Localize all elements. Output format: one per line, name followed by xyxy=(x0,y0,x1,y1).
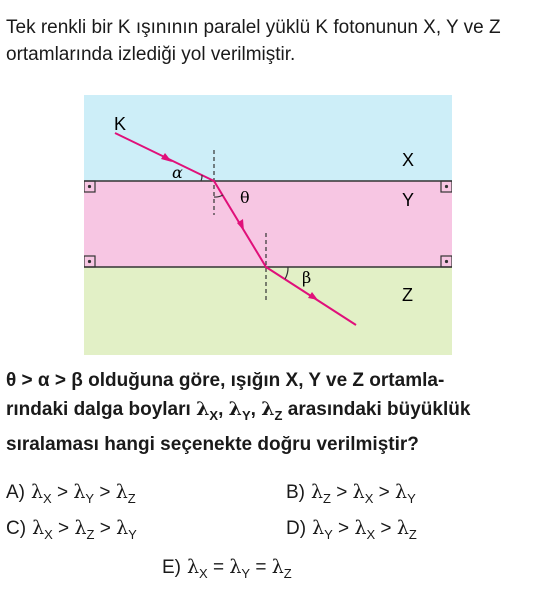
medium-z xyxy=(84,267,452,355)
question-text xyxy=(6,366,534,459)
lambda-symbol: λ xyxy=(115,481,128,503)
question-line-2-end: arasındaki büyüklük xyxy=(282,399,471,420)
comparison-operator: = xyxy=(250,557,272,578)
comparison-operator: > xyxy=(51,482,74,503)
lambda-symbol: λ xyxy=(116,517,129,539)
lambda-symbol: λ xyxy=(354,517,367,539)
lambda-symbol: λ xyxy=(32,517,45,539)
option-c[interactable] xyxy=(6,517,137,542)
question-line-1: θ > α > β olduğuna göre, ışığın X, Y ve Z ortamla- xyxy=(6,370,445,391)
comparison-operator: > xyxy=(52,518,75,539)
lambda-subscript: Y xyxy=(241,566,251,581)
lambda-symbol: λ xyxy=(73,481,86,503)
angle-label-alpha: α xyxy=(172,163,183,182)
lambda-separator: , xyxy=(250,399,262,420)
lambda-subscript: Y xyxy=(241,408,251,423)
lambda-symbol: λ xyxy=(312,517,325,539)
lambda-symbol: λ xyxy=(196,398,210,420)
question-line-3: sıralaması hangi seçenekte doğru verilmiştir? xyxy=(6,434,419,455)
lambda-symbol: λ xyxy=(31,481,44,503)
lambda-subscript: Z xyxy=(274,408,283,423)
lambda-subscript: Y xyxy=(128,527,137,542)
comparison-operator: > xyxy=(373,482,396,503)
option-label: E) xyxy=(162,557,181,578)
medium-label-x: X xyxy=(402,150,415,170)
option-b[interactable] xyxy=(286,481,416,506)
lambda-symbol: λ xyxy=(395,481,408,503)
lambda-symbol: λ xyxy=(311,481,324,503)
lambda-subscript: Y xyxy=(324,527,333,542)
medium-x xyxy=(84,95,452,181)
lambda-symbol: λ xyxy=(352,481,365,503)
lambda-subscript: Y xyxy=(85,491,95,506)
lambda-subscript: X xyxy=(199,566,208,581)
lambda-symbol: λ xyxy=(187,556,200,578)
comparison-operator: > xyxy=(94,518,117,539)
lambda-subscript: X xyxy=(364,491,374,506)
question-line-2 xyxy=(6,395,534,430)
medium-label-y: Y xyxy=(402,190,415,210)
angle-label-theta: θ xyxy=(240,188,250,207)
angle-label-beta: β xyxy=(302,268,312,287)
lambda-subscript: X xyxy=(209,408,219,423)
lambda-subscript: Z xyxy=(323,491,331,506)
comparison-operator: > xyxy=(332,518,355,539)
lambda-subscript: Z xyxy=(127,491,136,506)
medium-label-z: Z xyxy=(402,285,413,305)
lambda-symbol: λ xyxy=(261,398,275,420)
option-label: D) xyxy=(286,518,307,539)
lambda-symbol: λ xyxy=(396,517,409,539)
comparison-operator: > xyxy=(375,518,397,539)
option-label: A) xyxy=(6,482,25,503)
option-a[interactable] xyxy=(6,481,136,506)
option-e[interactable] xyxy=(162,556,292,581)
lambda-subscript: Z xyxy=(408,527,417,542)
option-d[interactable] xyxy=(286,517,417,542)
comparison-operator: > xyxy=(94,482,116,503)
question-lambdas xyxy=(196,398,283,423)
lambda-symbol: λ xyxy=(74,517,87,539)
comparison-operator: = xyxy=(207,557,230,578)
option-label: B) xyxy=(286,482,305,503)
lambda-subscript: Z xyxy=(283,566,292,581)
lambda-subscript: Y xyxy=(407,491,416,506)
medium-y xyxy=(84,181,452,267)
lambda-symbol: λ xyxy=(271,556,284,578)
lambda-symbol: λ xyxy=(229,556,242,578)
option-label: C) xyxy=(6,518,27,539)
refraction-figure xyxy=(84,95,452,355)
ray-label-k: K xyxy=(114,114,127,134)
question-line-2-start: rındaki dalga boyları xyxy=(6,399,197,420)
lambda-subscript: Z xyxy=(86,527,95,542)
comparison-operator: > xyxy=(331,482,353,503)
lambda-symbol: λ xyxy=(228,398,242,420)
lambda-separator: , xyxy=(218,399,229,420)
intro-text: Tek renkli bir K ışınının paralel yüklü K fotonunun X, Y ve Z ortamlarında izlediği yol verilmiştir. xyxy=(6,17,501,65)
lambda-subscript: X xyxy=(44,527,53,542)
lambda-subscript: X xyxy=(366,527,376,542)
lambda-subscript: X xyxy=(43,491,52,506)
